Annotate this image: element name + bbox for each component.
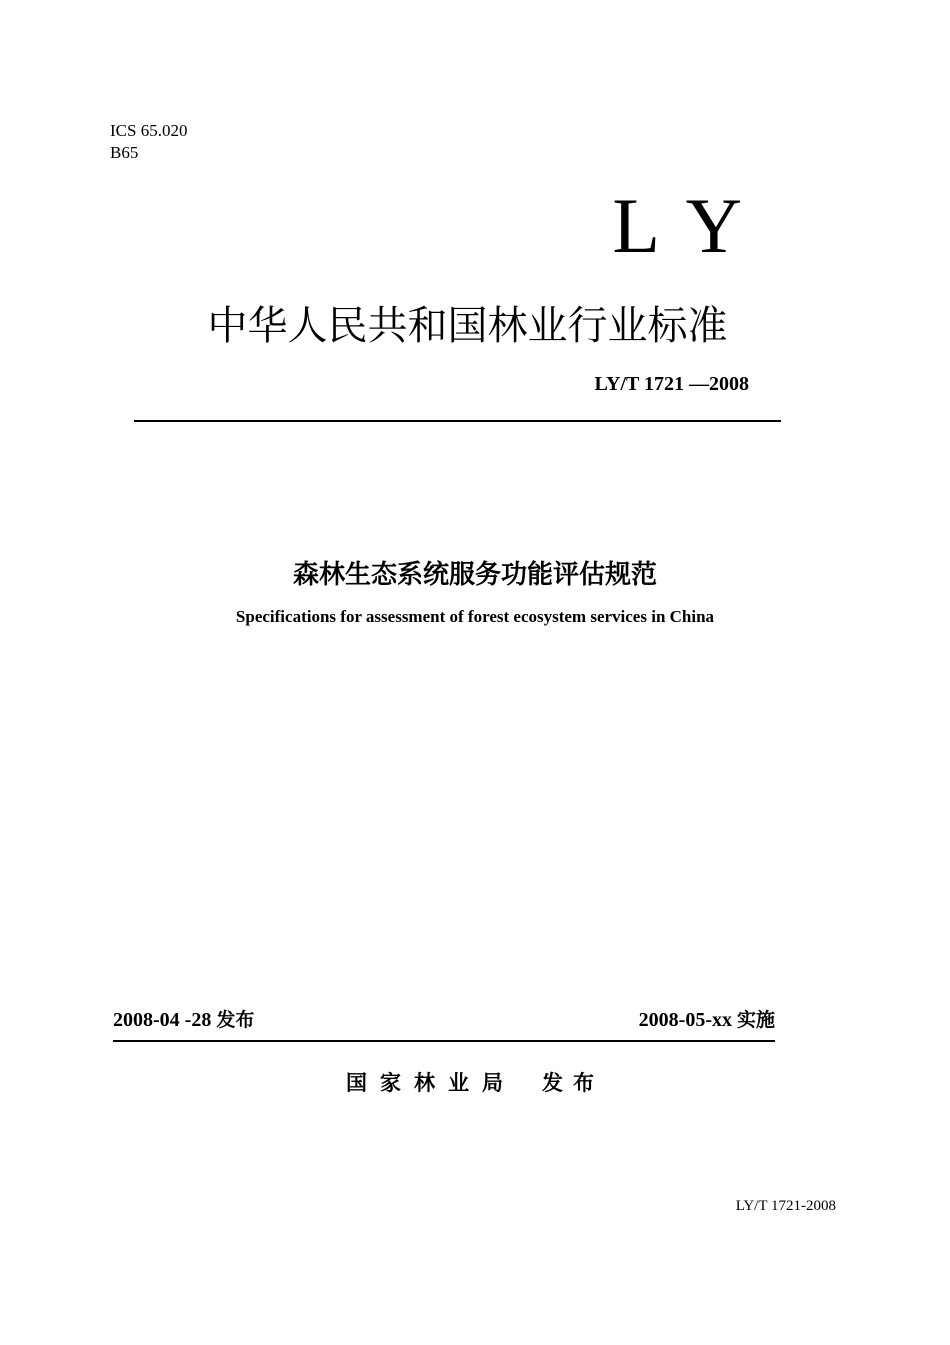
implement-date: 2008-05-xx bbox=[638, 1008, 732, 1031]
standard-type-title: 中华人民共和国林业行业标准 bbox=[207, 303, 728, 349]
document-title-en: Specifications for assessment of forest ecosystem services in China bbox=[235, 607, 715, 626]
bottom-divider bbox=[113, 1040, 775, 1042]
ics-code: ICS 65.020 bbox=[110, 121, 188, 140]
document-title-cn: 森林生态系统服务功能评估规范 bbox=[292, 560, 657, 590]
publisher-org: 国家林业局 bbox=[346, 1071, 516, 1095]
publisher-line bbox=[0, 1068, 950, 1098]
top-divider bbox=[134, 420, 781, 422]
implement-label: 实施 bbox=[736, 1008, 775, 1031]
issue-date-group bbox=[113, 1005, 254, 1032]
issue-label: 发布 bbox=[216, 1008, 255, 1031]
date-row bbox=[113, 1004, 775, 1032]
standard-number: LY/T 1721 —2008 bbox=[594, 373, 749, 395]
footer-standard-code: LY/T 1721-2008 bbox=[735, 1198, 836, 1214]
implement-date-group bbox=[639, 1005, 775, 1032]
publisher-action: 发布 bbox=[542, 1071, 604, 1095]
ccs-code: B65 bbox=[110, 143, 139, 162]
classification-codes bbox=[110, 120, 187, 164]
ly-standard-mark: L Y bbox=[612, 182, 748, 269]
issue-date: 2008-04 -28 bbox=[113, 1008, 212, 1031]
